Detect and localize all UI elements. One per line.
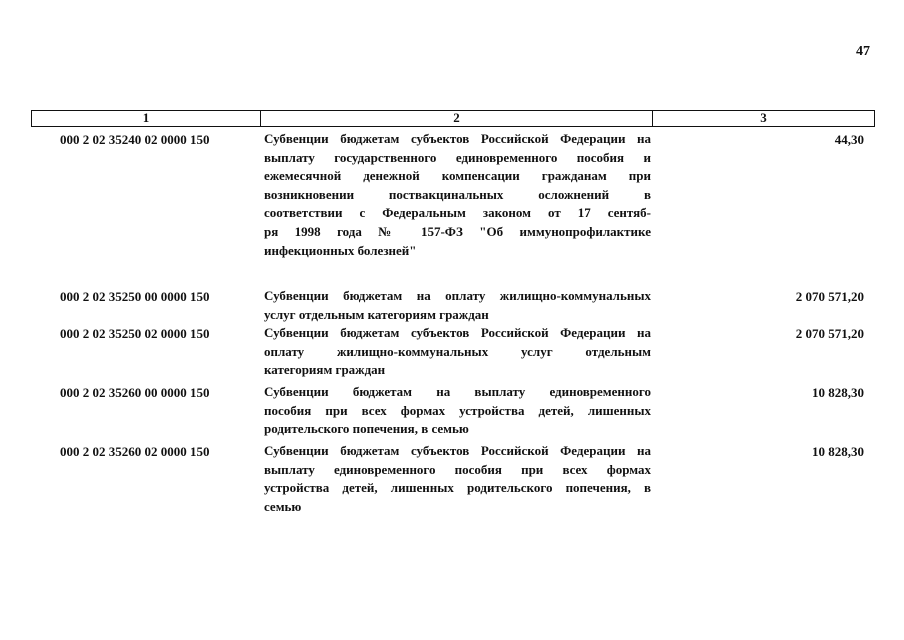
row-description: [264, 383, 651, 439]
row-code: 000 2 02 35250 02 0000 150: [60, 326, 210, 341]
description-line: Субвенции бюджетам субъектов Российской Федерации на: [264, 443, 651, 458]
description-line: ря 1998 года № 157-ФЗ "Об иммунопрофилактике: [264, 223, 651, 239]
description-line: возникновении поствакцинальных осложнений в: [264, 186, 651, 202]
description-line: выплату единовременного пособия при всех формах: [264, 461, 651, 477]
row-amount: 44,30: [834, 132, 864, 147]
description-line: пособия при всех формах устройства детей, лишенных: [264, 402, 651, 418]
row-code: 000 2 02 35240 02 0000 150: [60, 132, 210, 147]
row-code: 000 2 02 35260 02 0000 150: [60, 444, 210, 459]
description-line: Субвенции бюджетам на оплату жилищно-коммунальных: [264, 288, 651, 303]
description-line: устройства детей, лишенных родительского попечения, в: [264, 480, 651, 496]
description-line: категориям граждан: [264, 362, 386, 378]
row-description: [264, 287, 651, 324]
description-line: соответствии с Федеральным законом от 17 сентяб-: [264, 205, 651, 221]
row-amount: 10 828,30: [812, 444, 864, 459]
description-line: Субвенции бюджетам на выплату единовременного: [264, 384, 651, 399]
row-code: 000 2 02 35260 00 0000 150: [60, 385, 210, 400]
description-line: Субвенции бюджетам субъектов Российской Федерации на: [264, 325, 651, 340]
column-header-2: 2: [261, 111, 653, 126]
description-line: инфекционных болезней": [264, 242, 417, 258]
row-description: [264, 442, 651, 516]
description-line: родительского попечения, в семью: [264, 421, 469, 437]
row-amount: 10 828,30: [812, 385, 864, 400]
column-header-3: 3: [760, 110, 767, 125]
column-header-1: 1: [32, 111, 261, 126]
row-code: 000 2 02 35250 00 0000 150: [60, 289, 210, 304]
table-header: [31, 110, 875, 127]
description-line: услуг отдельным категориям граждан: [264, 306, 489, 322]
row-description: [264, 324, 651, 380]
description-line: ежемесячной денежной компенсации гражданам при: [264, 168, 651, 184]
row-amount: 2 070 571,20: [795, 289, 864, 304]
description-line: оплату жилищно-коммунальных услуг отдельным: [264, 343, 651, 359]
row-description: [264, 130, 651, 260]
description-line: Субвенции бюджетам субъектов Российской Федерации на: [264, 131, 651, 146]
row-amount: 2 070 571,20: [795, 326, 864, 341]
description-line: выплату государственного единовременного пособия и: [264, 149, 651, 165]
page-number: 47: [856, 44, 870, 59]
description-line: семью: [264, 498, 302, 514]
